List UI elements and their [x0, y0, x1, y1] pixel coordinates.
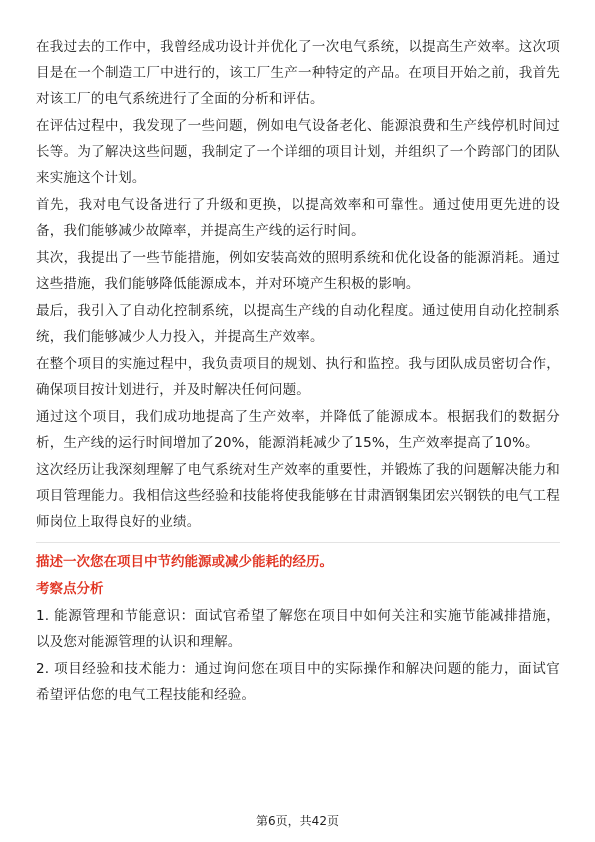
answer-paragraph-1: 在我过去的工作中，我曾经成功设计并优化了一次电气系统，以提高生产效率。这次项目是在一个制造工厂中进行的，该工厂生产一种特定的产品。在项目开始之前，我首先对该工厂的电气系统进行了全面的分析和评估。	[36, 39, 560, 107]
answer-paragraph-7: 通过这个项目，我们成功地提高了生产效率，并降低了能源成本。根据我们的数据分析，生产线的运行时间增加了20%，能源消耗减少了15%，生产效率提高了10%。	[36, 409, 560, 451]
analysis-title: 考察点分析	[36, 581, 104, 597]
page-footer: 第6页，共42页	[256, 814, 339, 828]
answer-paragraph-3: 首先，我对电气设备进行了升级和更换，以提高效率和可靠性。通过使用更先进的设备，我们能够减少故障率，并提高生产线的运行时间。	[36, 197, 560, 239]
analysis-item-2: 2. 项目经验和技术能力：通过询问您在项目中的实际操作和解决问题的能力，面试官希望评估您的电气工程技能和经验。	[36, 661, 560, 703]
answer-paragraph-6: 在整个项目的实施过程中，我负责项目的规划、执行和监控。我与团队成员密切合作，确保项目按计划进行，并及时解决任何问题。	[36, 356, 560, 398]
answer-paragraph-2: 在评估过程中，我发现了一些问题，例如电气设备老化、能源浪费和生产线停机时间过长等。为了解决这些问题，我制定了一个详细的项目计划，并组织了一个跨部门的团队来实施这个计划。	[36, 118, 560, 186]
answer-paragraph-8: 这次经历让我深刻理解了电气系统对生产效率的重要性，并锻炼了我的问题解决能力和项目管理能力。我相信这些经验和技能将使我能够在甘肃酒钢集团宏兴钢铁的电气工程师岗位上取得良好的业绩。	[36, 462, 560, 530]
answer-paragraph-4: 其次，我提出了一些节能措施，例如安装高效的照明系统和优化设备的能源消耗。通过这些措施，我们能够降低能源成本，并对环境产生积极的影响。	[36, 250, 560, 292]
answer-paragraph-5: 最后，我引入了自动化控制系统，以提高生产线的自动化程度。通过使用自动化控制系统，我们能够减少人力投入，并提高生产效率。	[36, 303, 560, 345]
document-body	[36, 34, 560, 709]
question-heading: 描述一次您在项目中节约能源或减少能耗的经历。	[36, 554, 333, 570]
analysis-item-1: 1. 能源管理和节能意识：面试官希望了解您在项目中如何关注和实施节能减排措施，以及您对能源管理的认识和理解。	[36, 608, 560, 650]
section-divider	[36, 542, 560, 543]
